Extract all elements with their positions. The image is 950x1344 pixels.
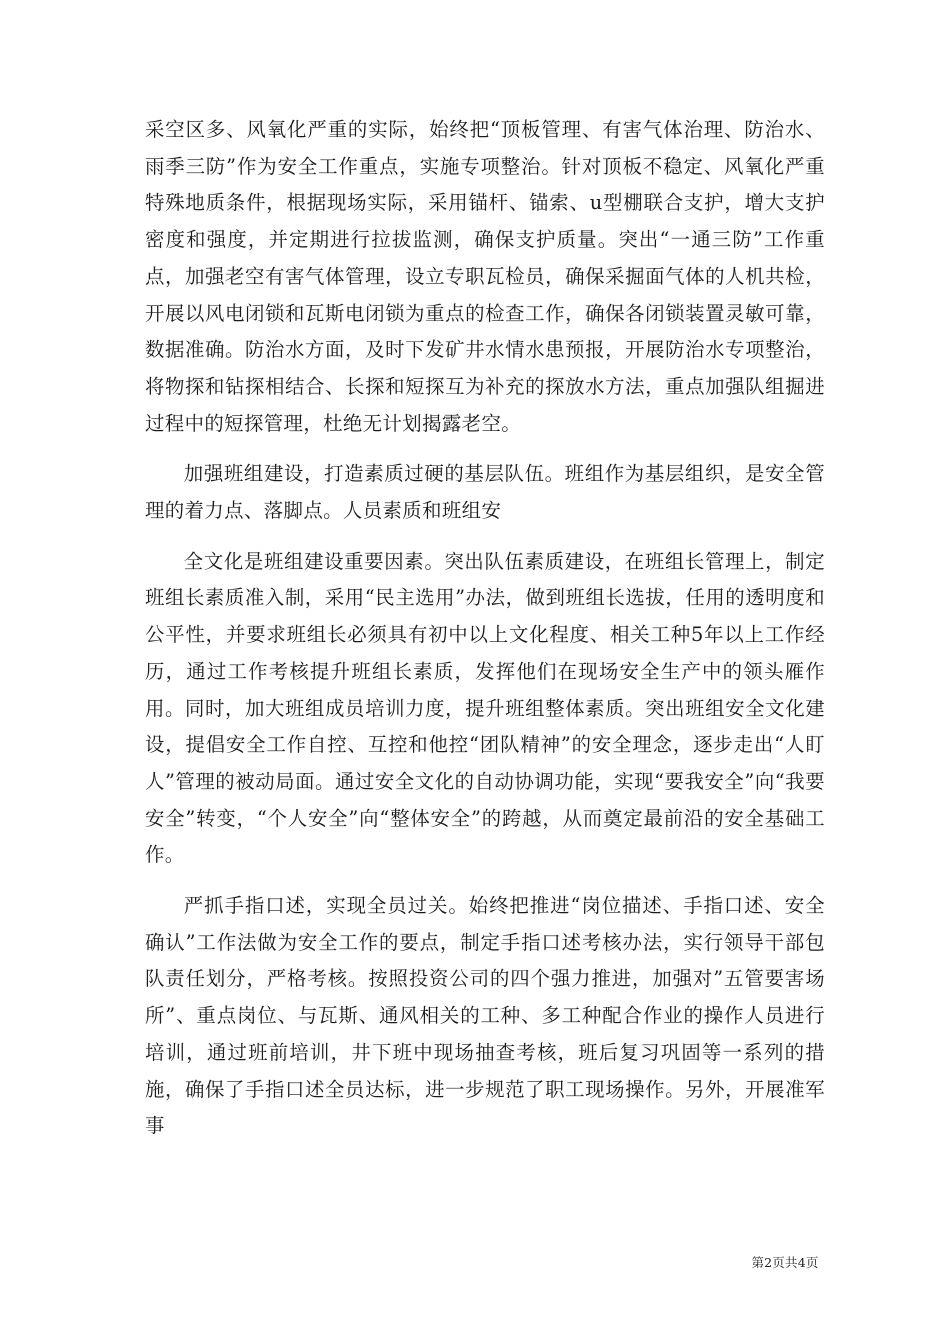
paragraph-hand-finger-oral: 严抓手指口述，实现全员过关。始终把推进“岗位描述、手指口述、安全确认”工作法做为安全工作的要点，制定手指口述考核办法，实行领导干部包队责任划分，严格考核。按照投资公司的四个强力推进，加强对”五管要害场所”、重点岗位、与瓦斯、通风相关的工种、多工种配合作业的操作人员进行培训，通过班前培训，井下班中现场抽查考核，班后复习巩固等一系列的措施，确保了手指口述全员达标，进一步规范了职工现场操作。另外，开展准军事 (145, 894, 825, 1138)
paragraph-team-culture: 全文化是班组建设重要因素。突出队伍素质建设，在班组长管理上，制定班组长素质准入制，采用“民主选用”办法，做到班组长选拔，任用的透明度和公平性，并要求班组长必须具有初中以上文化程度、相关工种5年以上工作经历，通过工作考核提升班组长素质，发挥他们在现场安全生产中的领头雁作用。同时，加大班组成员培训力度，提升班组整体素质。突出班组安全文化建设，提倡安全工作自控、互控和他控“团队精神”的安全理念，逐步走出“人盯人”管理的被动局面。通过安全文化的自动协调功能，实现“要我安全”向“我要安全”转变，“个人安全”向“整体安全”的跨越，从而奠定最前沿的安全基础工作。 (145, 549, 825, 867)
paragraph-team-building: 加强班组建设，打造素质过硬的基层队伍。班组作为基层组织，是安全管理的着力点、落脚点。人员素质和班组安 (145, 462, 825, 523)
paragraph-safety-focus: 采空区多、风氧化严重的实际，始终把“顶板管理、有害气体治理、防治水、雨季三防”作为安全工作重点，实施专项整治。针对顶板不稳定、风氧化严重特殊地质条件，根据现场实际，采用锚杆、锚索、u型棚联合支护，增大支护密度和强度，并定期进行拉拔监测，确保支护质量。突出“一通三防”工作重点，加强老空有害气体管理，设立专职瓦检员，确保采掘面气体的人机共检，开展以风电闭锁和瓦斯电闭锁为重点的检查工作，确保各闭锁装置灵敏可靠，数据准确。防治水方面，及时下发矿井水情水患预报，开展防治水专项整治，将物探和钻探相结合、长探和短探互为补充的探放水方法，重点加强队组掘进过程中的短探管理，杜绝无计划揭露老空。 (145, 118, 825, 435)
document-body (145, 112, 825, 1145)
page-footer (0, 1253, 950, 1271)
page-number-label: 第2页共4页 (751, 1255, 819, 1270)
